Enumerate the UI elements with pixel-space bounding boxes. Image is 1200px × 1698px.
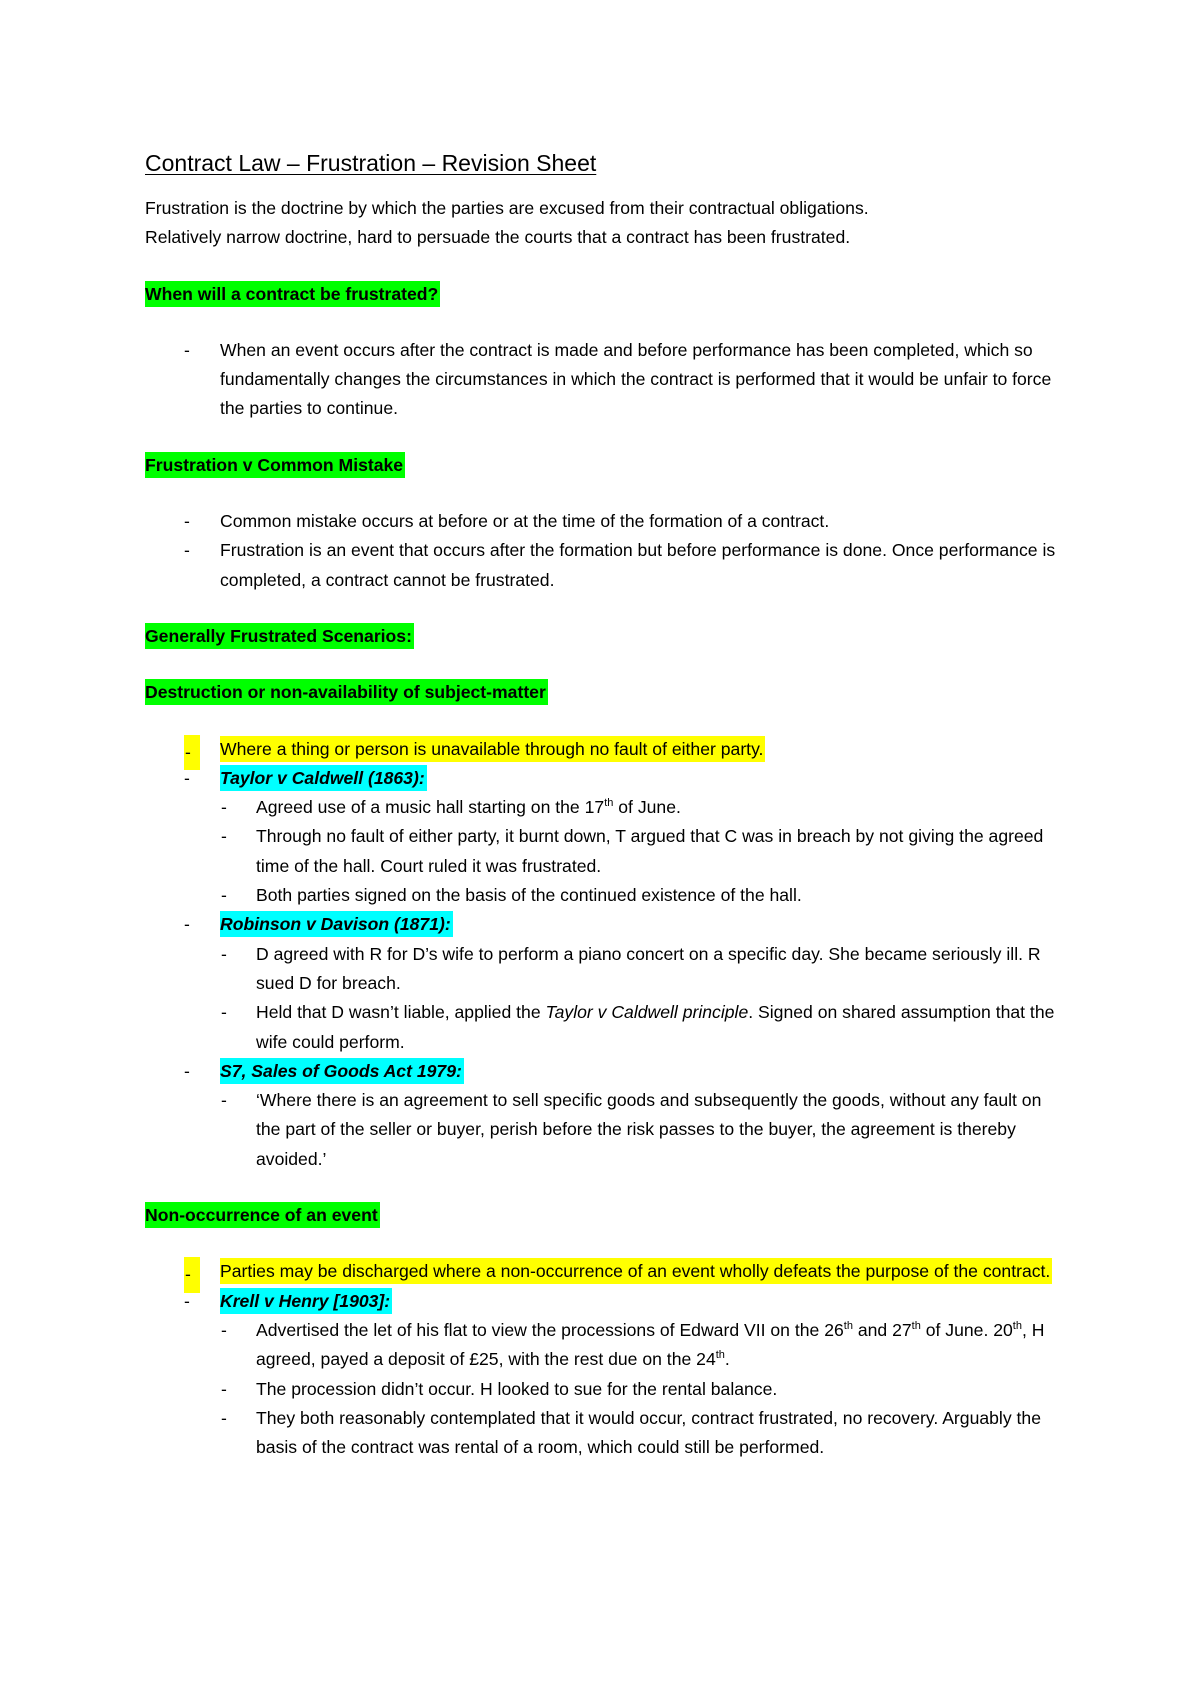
bullet-dash: - bbox=[221, 1090, 227, 1111]
list-item: - D agreed with R for D’s wife to perform a piano concert on a specific day. She became seriously ill. R sued D for breach. bbox=[220, 940, 1065, 999]
list-item: - Advertised the let of his flat to view the processions of Edward VII on the 26th and 27th of June. 20th, H agreed, payed a deposit of £25, with the rest due on the 24th. bbox=[220, 1316, 1065, 1375]
bullet-dash: - bbox=[221, 1002, 227, 1023]
case-item-taylor bbox=[145, 764, 1065, 910]
list-item: - They both reasonably contemplated that it would occur, contract frustrated, no recovery. Arguably the basis of the contract was rental of a room, which could still be performed. bbox=[220, 1404, 1065, 1463]
case-details bbox=[220, 940, 1065, 1057]
case-item-robinson bbox=[145, 910, 1065, 1056]
case-item-statute bbox=[145, 1057, 1065, 1174]
case-item-krell bbox=[145, 1287, 1065, 1463]
section-list-when-frustrated bbox=[145, 336, 1065, 424]
bullet-dash: - bbox=[221, 885, 227, 906]
bullet-dash: - bbox=[184, 511, 190, 532]
list-item: - The procession didn’t occur. H looked to sue for the rental balance. bbox=[220, 1375, 1065, 1404]
section-list-common-mistake bbox=[145, 507, 1065, 595]
list-item: - Held that D wasn’t liable, applied the Taylor v Caldwell principle. Signed on shared assumption that the wife could perform. bbox=[220, 998, 1065, 1057]
bullet-dash: - bbox=[221, 1378, 227, 1399]
list-item: - Agreed use of a music hall starting on the 17th of June. bbox=[220, 793, 1065, 822]
list-item: - When an event occurs after the contract is made and before performance has been completed, which so fundamentally changes the circumstances in which the contract is performed that it would be unfair to force the parties to continue. bbox=[145, 336, 1065, 424]
bullet-dash: - bbox=[184, 735, 200, 770]
list-item: - Through no fault of either party, it burnt down, T argued that C was in breach by not giving the agreed time of the hall. Court ruled it was frustrated. bbox=[220, 822, 1065, 881]
case-details bbox=[220, 1086, 1065, 1174]
case-name: Krell v Henry [1903]: bbox=[220, 1288, 392, 1314]
bullet-dash: - bbox=[184, 540, 190, 561]
bullet-dash: - bbox=[184, 1257, 200, 1292]
section-heading-when-frustrated: When will a contract be frustrated? bbox=[145, 280, 1065, 309]
bullet-dash: - bbox=[221, 1319, 227, 1340]
section-heading-non-occurrence: Non-occurrence of an event bbox=[145, 1201, 1065, 1230]
section-list-non-occurrence bbox=[145, 1257, 1065, 1462]
bullet-dash: - bbox=[221, 943, 227, 964]
section-heading-destruction: Destruction or non-availability of subject-matter bbox=[145, 678, 1065, 707]
bullet-dash: - bbox=[184, 1060, 190, 1081]
bullet-dash: - bbox=[184, 1290, 190, 1311]
intro-line-1: Frustration is the doctrine by which the parties are excused from their contractual obligations. bbox=[145, 198, 869, 218]
case-details bbox=[220, 793, 1065, 910]
list-item: - ‘Where there is an agreement to sell specific goods and subsequently the goods, without any fault on the part of the seller or buyer, perish before the risk passes to the buyer, the agreement is thereby avoided.’ bbox=[220, 1086, 1065, 1174]
principle-item bbox=[145, 735, 1065, 764]
principle-text: Parties may be discharged where a non-occurrence of an event wholly defeats the purpose of the contract. bbox=[220, 1258, 1052, 1284]
document-title: Contract Law – Frustration – Revision Sheet bbox=[145, 150, 597, 176]
section-heading-common-mistake: Frustration v Common Mistake bbox=[145, 451, 1065, 480]
bullet-dash: - bbox=[184, 914, 190, 935]
section-list-destruction bbox=[145, 735, 1065, 1174]
bullet-dash: - bbox=[221, 826, 227, 847]
case-name: S7, Sales of Goods Act 1979: bbox=[220, 1058, 464, 1084]
bullet-dash: - bbox=[221, 797, 227, 818]
bullet-dash: - bbox=[184, 767, 190, 788]
bullet-dash: - bbox=[184, 339, 190, 360]
case-details bbox=[220, 1316, 1065, 1462]
intro-line-2: Relatively narrow doctrine, hard to persuade the courts that a contract has been frustrated. bbox=[145, 227, 851, 248]
list-item: - Both parties signed on the basis of the continued existence of the hall. bbox=[220, 881, 1065, 910]
principle-text: Where a thing or person is unavailable through no fault of either party. bbox=[220, 736, 765, 762]
case-name: Robinson v Davison (1871): bbox=[220, 911, 453, 937]
list-item: - Frustration is an event that occurs after the formation but before performance is done. Once performance is completed, a contract cannot be frustrated. bbox=[145, 536, 1065, 595]
document-page bbox=[145, 146, 1065, 1462]
case-name: Taylor v Caldwell (1863): bbox=[220, 765, 427, 791]
principle-item bbox=[145, 1257, 1065, 1286]
list-item: - Common mistake occurs at before or at the time of the formation of a contract. bbox=[145, 507, 1065, 536]
section-heading-generally-frustrated: Generally Frustrated Scenarios: bbox=[145, 622, 1065, 651]
bullet-dash: - bbox=[221, 1407, 227, 1428]
intro-paragraph bbox=[145, 194, 1065, 253]
